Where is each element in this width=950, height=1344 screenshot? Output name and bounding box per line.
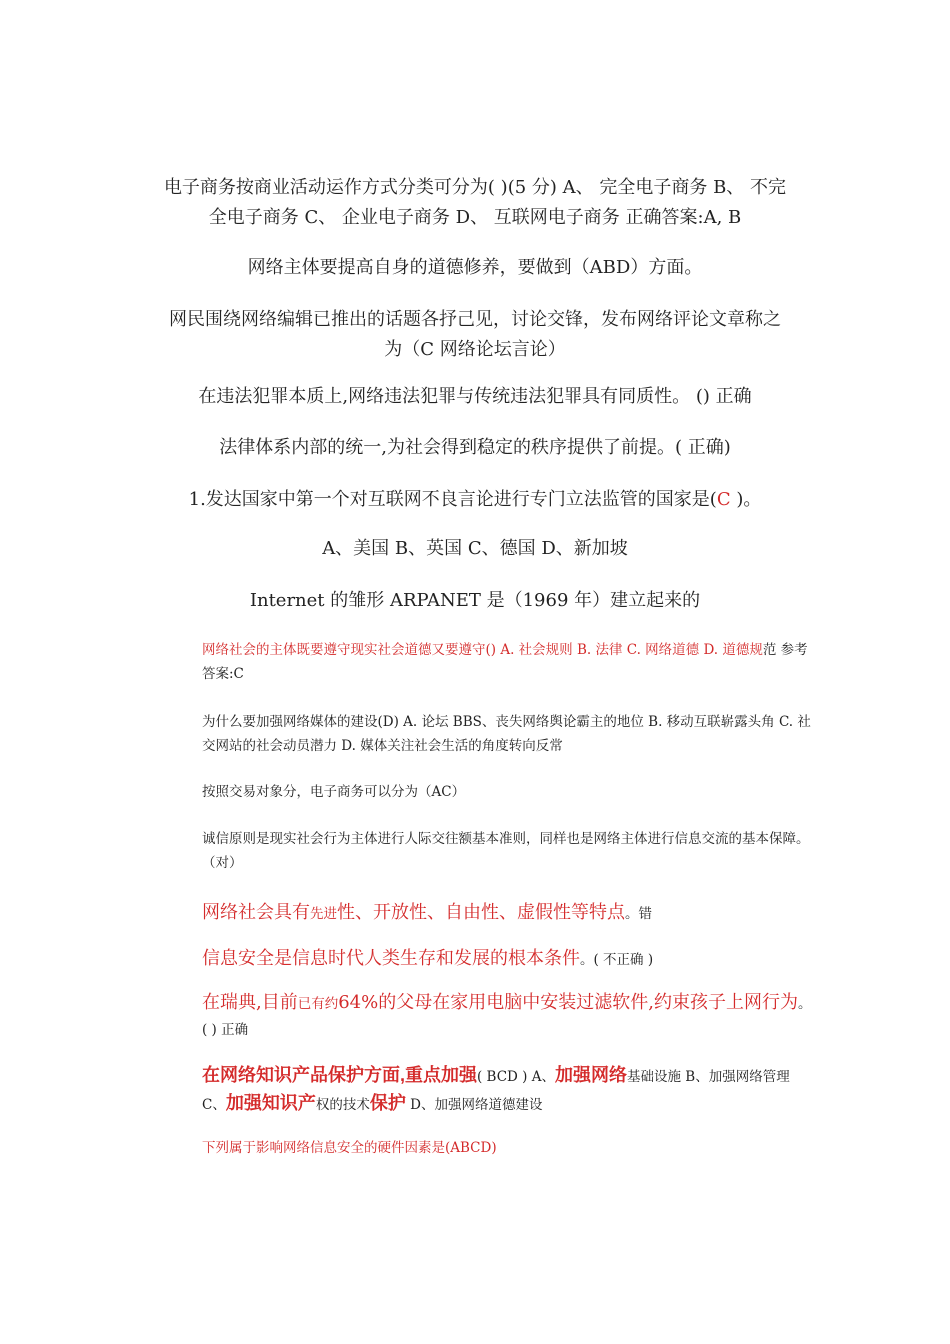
- question-sweden-filter: [202, 990, 812, 1043]
- question-text: 已有约: [297, 996, 339, 1012]
- question-text: 行为: [761, 992, 798, 1013]
- option-text: 加强知识产: [225, 1093, 316, 1113]
- question-network-comment: [140, 305, 810, 365]
- question-line: 电子商务按商业活动运作方式分类可分为( )(5 分) A、 完全电子商务 B、 不完: [163, 177, 787, 198]
- question-hardware-factors: 下列属于影响网络信息安全的硬件因素是(ABCD): [202, 1140, 497, 1156]
- question-text: 64%的父母在家用电脑中安装过滤软件,约束孩子上网: [338, 992, 762, 1013]
- question-text: 性、开放性、自由性、虚假性等特点: [337, 902, 625, 923]
- question-text: 1.发达国家中第一个对互联网不良言论进行专门立法监管的国家是(: [188, 489, 717, 510]
- question-network-society: [202, 898, 812, 929]
- question-text: 网络社会具有: [202, 902, 310, 923]
- question-information-security: [202, 944, 812, 975]
- question-crime-nature: 在违法犯罪本质上,网络违法犯罪与传统违法犯罪具有同质性。 () 正确: [198, 386, 752, 407]
- question-moral-cultivation: 网络主体要提高自身的道德修养，要做到（ABD）方面。: [247, 257, 703, 278]
- question-ip-protection: [202, 1062, 812, 1118]
- option-text: D、加强网络道德建设: [405, 1097, 543, 1113]
- question-arpanet: Internet 的雏形 ARPANET 是（1969 年）建立起来的: [249, 590, 701, 611]
- question-first-country: [140, 485, 810, 515]
- answer-text: 范 参考答案:C: [202, 642, 808, 682]
- answer-text: 。( ) 正确: [202, 996, 812, 1038]
- question-line: 网民围绕网络编辑已推出的话题各抒己见，讨论交锋，发布网络评论文章称之: [169, 309, 781, 330]
- answer-highlight: C: [716, 489, 731, 510]
- answer-text: 。错: [625, 906, 652, 922]
- question-transaction-object: 按照交易对象分，电子商务可以分为（AC）: [202, 784, 466, 800]
- question-integrity-principle: 诚信原则是现实社会行为主体进行人际交往额基本准则，同样也是网络主体进行信息交流的基本保障。（对）: [202, 831, 810, 871]
- question-text: 在网络知识产品保护方面,重点加强: [202, 1065, 477, 1085]
- question-text: 网络社会的主体既要遵守现实社会道德又要遵守() A. 社会规则 B. 法律 C. 网络道德 D. 道德规: [202, 642, 763, 658]
- question-text: 先进: [310, 906, 337, 922]
- option-text: 基础设施 B、加强网络管理 C、: [202, 1069, 790, 1113]
- question-line: 全电子商务 C、 企业电子商务 D、 互联网电子商务 正确答案:A, B: [208, 207, 742, 228]
- question-text: )。: [730, 489, 762, 510]
- question-text: 信息安全是信息时代人类生存和发展的根本条件: [202, 948, 580, 969]
- question-social-norms: [202, 638, 812, 686]
- answer-text: 。( 不正确 ): [580, 952, 654, 968]
- question-ecommerce-classification: [140, 173, 810, 233]
- option-text: 加强网络: [554, 1065, 627, 1085]
- question-media-construction: 为什么要加强网络媒体的建设(D) A. 论坛 BBS、丧失网络舆论霸主的地位 B. 移动互联崭露头角 C. 社交网站的社会动员潜力 D. 媒体关注社会生活的角度转向反常: [202, 714, 811, 754]
- question-text: 在瑞典,目前: [202, 992, 298, 1013]
- question-options: A、美国 B、英国 C、德国 D、新加坡: [322, 538, 628, 559]
- question-legal-system: 法律体系内部的统一,为社会得到稳定的秩序提供了前提。( 正确): [219, 437, 731, 458]
- answer-text: ( BCD ) A、: [477, 1069, 555, 1085]
- question-line: 为（C 网络论坛言论）: [384, 339, 566, 360]
- option-text: 权的技术: [315, 1097, 370, 1113]
- option-text: 保护: [369, 1093, 406, 1113]
